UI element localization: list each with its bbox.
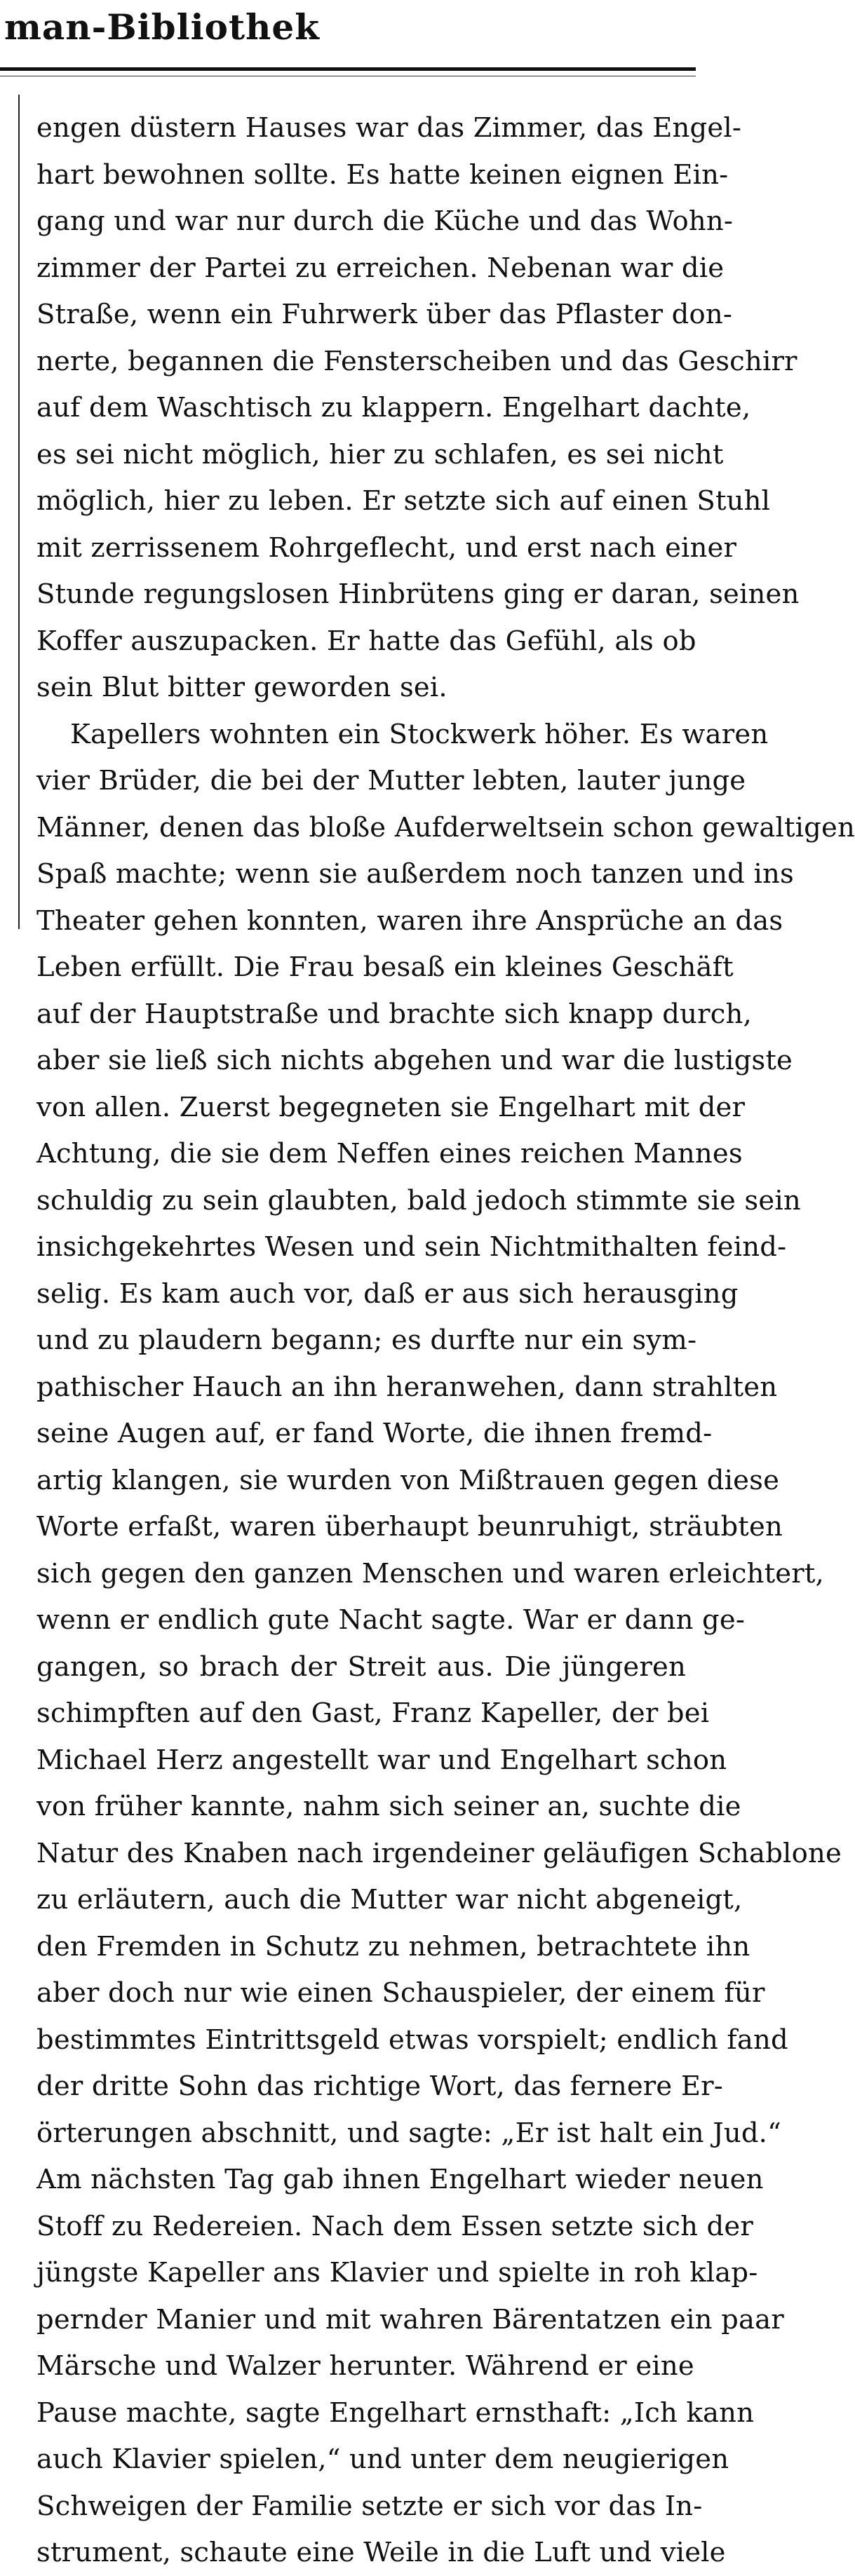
text-line: Männer, denen das bloße Aufderweltsein schon gewaltigen (36, 812, 855, 843)
text-line: auf dem Waschtisch zu klappern. Engelhart dachte, (36, 392, 751, 423)
text-line: bestimmtes Eintrittsgeld etwas vorspielt; endlich fand (36, 2024, 788, 2056)
text-line: Koffer auszupacken. Er hatte das Gefühl, als ob (36, 625, 696, 657)
text-line: gangen, so brach der Streit aus. Die jüngeren (36, 1651, 686, 1683)
text-line: Kapellers wohnten ein Stockwerk höher. Es waren (70, 719, 769, 750)
text-line: den Fremden in Schutz zu nehmen, betrachtete ihn (36, 1931, 750, 1962)
text-line: selig. Es kam auch vor, daß er aus sich herausging (36, 1278, 739, 1310)
text-line: insichgekehrtes Wesen und sein Nichtmithalten feind- (36, 1231, 787, 1263)
text-line: Spaß machte; wenn sie außerdem noch tanzen und ins (36, 858, 794, 890)
column-margin-rule (18, 95, 20, 929)
text-line: jüngste Kapeller ans Klavier und spielte in roh klap- (36, 2257, 758, 2289)
text-line: Am nächsten Tag gab ihnen Engelhart wieder neuen (36, 2164, 764, 2195)
text-line: Stoff zu Redereien. Nach dem Essen setzte sich der (36, 2211, 753, 2242)
text-line: Worte erfaßt, waren überhaupt beunruhigt, sträubten (36, 1511, 783, 1543)
text-line: strument, schaute eine Weile in die Luft und viele (36, 2537, 726, 2568)
text-line: wenn er endlich gute Nacht sagte. War er dann ge- (36, 1604, 746, 1636)
text-line: örterungen abschnitt, und sagte: „Er ist halt ein Jud.“ (36, 2117, 782, 2149)
text-line: sein Blut bitter geworden sei. (36, 672, 447, 703)
text-line: Leben erfüllt. Die Frau besaß ein kleines Geschäft (36, 951, 734, 983)
text-line: aber doch nur wie einen Schauspieler, der einem für (36, 1977, 765, 2009)
text-line: der dritte Sohn das richtige Wort, das fernere Er- (36, 2070, 723, 2102)
text-line: nerte, begannen die Fensterscheiben und das Geschirr (36, 346, 797, 377)
text-line: und zu plaudern begann; es durfte nur ein sym- (36, 1324, 697, 1356)
text-line: pathischer Hauch an ihn heranwehen, dann strahlten (36, 1371, 778, 1403)
text-line: auch Klavier spielen,“ und unter dem neugierigen (36, 2443, 729, 2475)
text-line: Achtung, die sie dem Neffen eines reichen Mannes (36, 1138, 743, 1170)
text-line: vier Brüder, die bei der Mutter lebten, lauter junge (36, 765, 746, 796)
text-line: von früher kannte, nahm sich seiner an, suchte die (36, 1791, 741, 1822)
header-rule (0, 67, 696, 71)
text-line: Schweigen der Familie setzte er sich vor das In- (36, 2490, 703, 2522)
text-line: seine Augen auf, er fand Worte, die ihnen fremd- (36, 1418, 713, 1449)
page-header (0, 0, 696, 83)
text-line: zimmer der Partei zu erreichen. Nebenan war die (36, 252, 725, 284)
text-line: gang und war nur durch die Küche und das Wohn- (36, 205, 734, 237)
text-line: Michael Herz angestellt war und Engelhart schon (36, 1744, 727, 1776)
text-line: auf der Hauptstraße und brachte sich knapp durch, (36, 998, 752, 1030)
text-line: Theater gehen konnten, waren ihre Ansprüche an das (36, 905, 783, 937)
text-line: zu erläutern, auch die Mutter war nicht abgeneigt, (36, 1884, 743, 1916)
text-line: möglich, hier zu leben. Er setzte sich auf einen Stuhl (36, 485, 771, 517)
text-line: Märsche und Walzer herunter. Während er eine (36, 2350, 694, 2382)
text-line: es sei nicht möglich, hier zu schlafen, es sei nicht (36, 439, 724, 470)
running-head: man-Bibliothek (4, 6, 320, 48)
text-line: schimpften auf den Gast, Franz Kapeller, der bei (36, 1697, 710, 1729)
text-line: artig klangen, sie wurden von Mißtrauen gegen diese (36, 1465, 780, 1496)
text-line: Natur des Knaben nach irgendeiner geläufigen Schablone (36, 1838, 842, 1869)
text-line: pernder Manier und mit wahren Bärentatzen ein paar (36, 2304, 784, 2336)
text-line: hart bewohnen sollte. Es hatte keinen eignen Ein- (36, 159, 729, 191)
text-line: mit zerrissenem Rohrgeflecht, und erst nach einer (36, 532, 737, 564)
text-line: Stunde regungslosen Hinbrütens ging er daran, seinen (36, 578, 800, 610)
text-line: engen düstern Hauses war das Zimmer, das Engel- (36, 112, 742, 144)
text-line: schuldig zu sein glaubten, bald jedoch stimmte sie sein (36, 1185, 801, 1216)
text-line: Straße, wenn ein Fuhrwerk über das Pflaster don- (36, 299, 733, 330)
text-line: Pause machte, sagte Engelhart ernsthaft: „Ich kann (36, 2397, 755, 2429)
text-line: aber sie ließ sich nichts abgehen und war die lustigste (36, 1045, 793, 1076)
text-line: sich gegen den ganzen Menschen und waren erleichtert, (36, 1558, 824, 1589)
text-line: von allen. Zuerst begegneten sie Engelhart mit der (36, 1092, 746, 1123)
